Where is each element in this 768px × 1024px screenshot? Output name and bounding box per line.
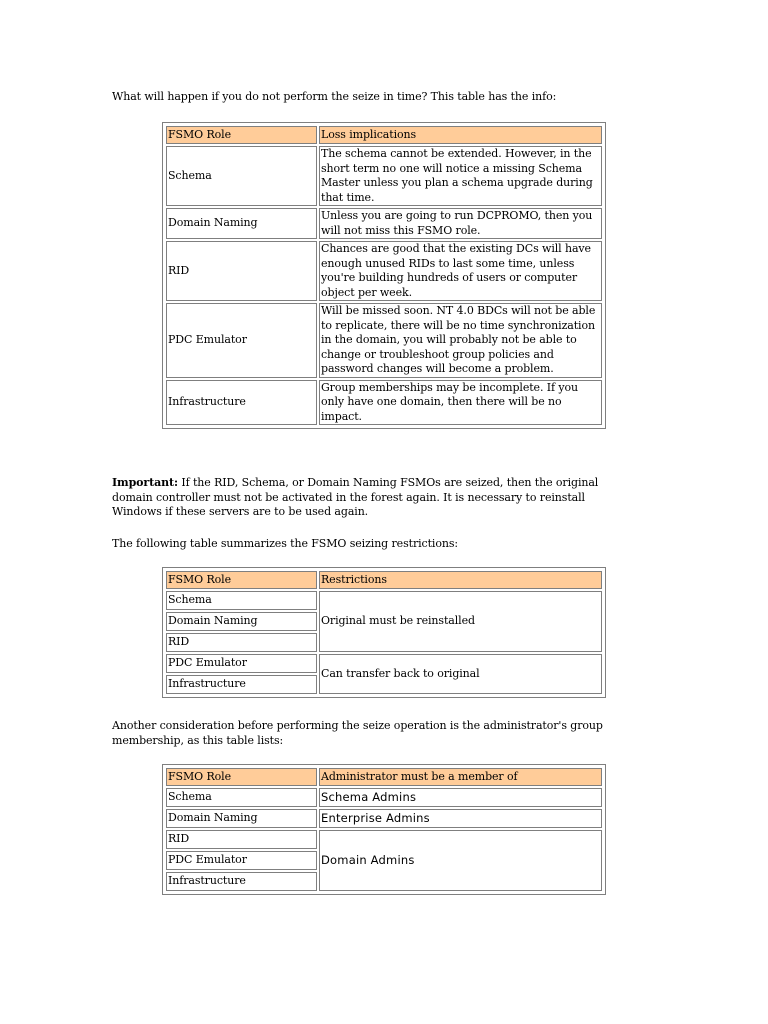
- role-cell: PDC Emulator: [166, 851, 317, 870]
- role-cell: Infrastructure: [166, 675, 317, 694]
- seizing-restrictions-table: [162, 567, 606, 698]
- table-header-row: [166, 126, 602, 144]
- role-cell: Domain Naming: [166, 809, 317, 828]
- role-cell: Infrastructure: [166, 380, 317, 426]
- table-row: [166, 208, 602, 239]
- admin-membership-table: [162, 764, 606, 895]
- header-fsmo-role: FSMO Role: [166, 768, 317, 786]
- table-header-row: [166, 571, 602, 589]
- table-row: [166, 380, 602, 426]
- header-restrictions: Restrictions: [319, 571, 602, 589]
- intro-paragraph: What will happen if you do not perform the seize in time? This table has the info:: [112, 90, 557, 103]
- table-row: [166, 241, 602, 301]
- role-cell: PDC Emulator: [166, 654, 317, 673]
- role-cell: Domain Naming: [166, 208, 317, 239]
- implication-cell: Group memberships may be incomplete. If you only have one domain, then there will be no impact.: [319, 380, 602, 426]
- implication-cell: Unless you are going to run DCPROMO, then you will not miss this FSMO role.: [319, 208, 602, 239]
- table-row: [166, 809, 602, 828]
- table-row: [166, 788, 602, 807]
- role-cell: RID: [166, 241, 317, 301]
- implication-cell: The schema cannot be extended. However, in the short term no one will notice a missing Schema Master unless you plan a schema upgrade during that time.: [319, 146, 602, 206]
- implication-cell: Chances are good that the existing DCs will have enough unused RIDs to last some time, unless you're building hundreds of users or computer object per week.: [319, 241, 602, 301]
- role-cell: Schema: [166, 146, 317, 206]
- restriction-cell: Can transfer back to original: [319, 654, 602, 694]
- role-cell: Domain Naming: [166, 612, 317, 631]
- table-row: [166, 591, 602, 610]
- role-cell: Infrastructure: [166, 872, 317, 891]
- loss-implications-table: [162, 122, 606, 429]
- role-cell: Schema: [166, 788, 317, 807]
- role-cell: RID: [166, 830, 317, 849]
- important-label: Important:: [112, 476, 178, 489]
- role-cell: RID: [166, 633, 317, 652]
- table-row: [166, 146, 602, 206]
- header-fsmo-role: FSMO Role: [166, 126, 317, 144]
- header-admin-member: Administrator must be a member of: [319, 768, 602, 786]
- role-cell: Schema: [166, 591, 317, 610]
- header-fsmo-role: FSMO Role: [166, 571, 317, 589]
- header-loss-implications: Loss implications: [319, 126, 602, 144]
- group-cell: Domain Admins: [319, 830, 602, 891]
- table-row: [166, 303, 602, 378]
- restriction-cell: Original must be reinstalled: [319, 591, 602, 652]
- table-row: [166, 654, 602, 673]
- table-header-row: [166, 768, 602, 786]
- role-cell: PDC Emulator: [166, 303, 317, 378]
- group-cell: Enterprise Admins: [319, 809, 602, 828]
- important-paragraph: [112, 476, 632, 520]
- summary-intro: The following table summarizes the FSMO seizing restrictions:: [112, 537, 458, 550]
- table-row: [166, 830, 602, 849]
- important-text: If the RID, Schema, or Domain Naming FSMOs are seized, then the original domain controller must not be activated in the forest again. It is necessary to reinstall Windows if these servers are to be used again.: [112, 476, 599, 518]
- admin-intro: Another consideration before performing the seize operation is the administrator's group membership, as this table lists:: [112, 719, 603, 747]
- implication-cell: Will be missed soon. NT 4.0 BDCs will not be able to replicate, there will be no time synchronization in the domain, you will probably not be able to change or troubleshoot group policies and password changes will become a problem.: [319, 303, 602, 378]
- group-cell: Schema Admins: [319, 788, 602, 807]
